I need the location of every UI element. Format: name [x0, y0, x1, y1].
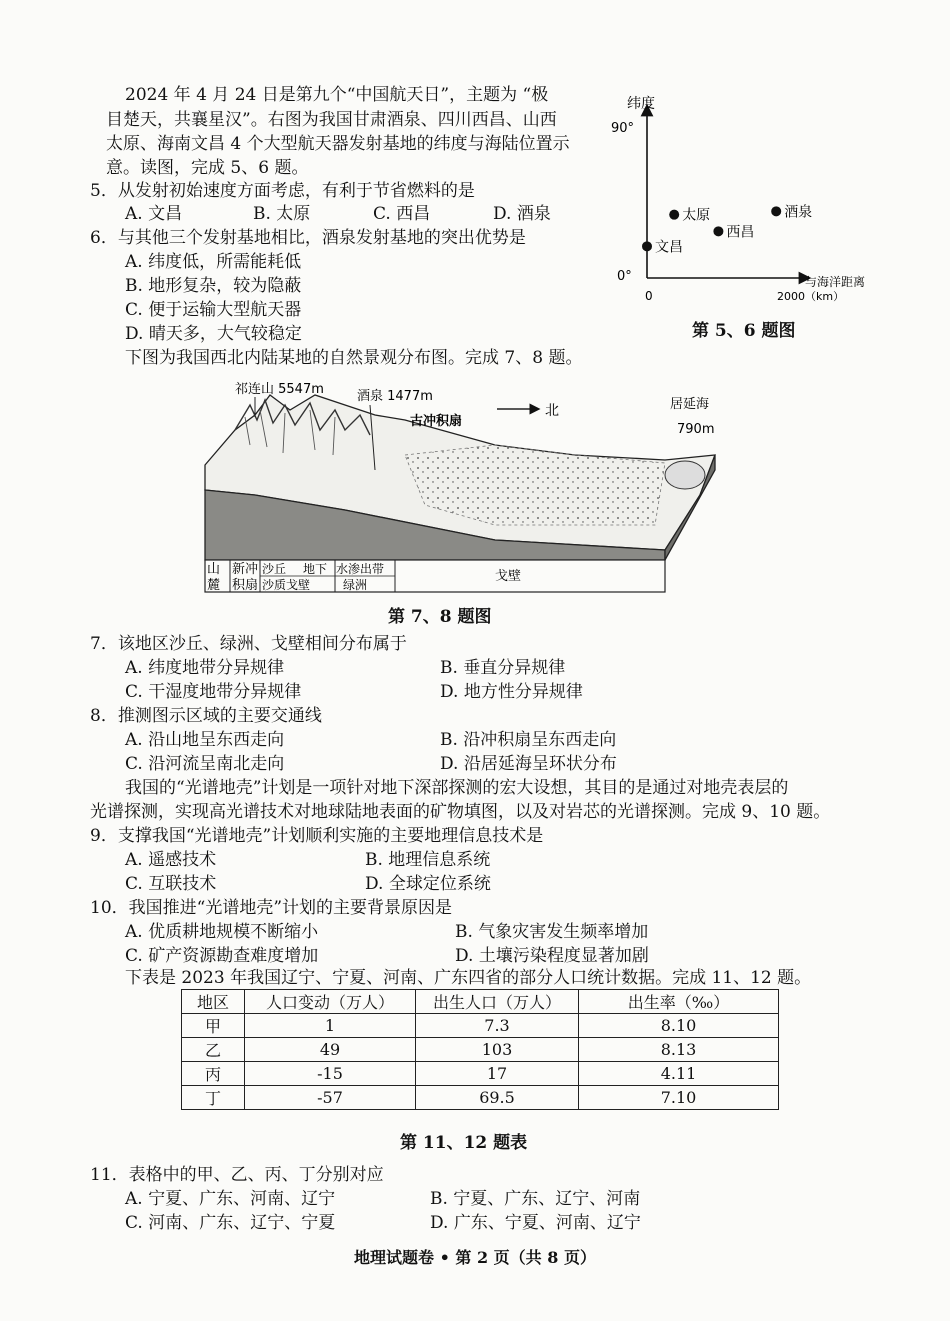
- zone-dune: 沙丘: [262, 562, 287, 576]
- q9-option-a: A. 遥感技术: [125, 850, 217, 870]
- intro-56-line3: 太原、海南文昌 4 个大型航天器发射基地的纬度与海陆位置示: [106, 134, 570, 154]
- cell-birth-rate: 8.13: [579, 1038, 779, 1062]
- zone-seepage: 水渗出带: [336, 562, 385, 576]
- x-axis-origin-tick: 0: [645, 289, 653, 303]
- intro-1112: 下表是 2023 年我国辽宁、宁夏、河南、广东四省的部分人口统计数据。完成 11、12 题。: [125, 968, 812, 988]
- q10-option-c: C. 矿产资源勘查难度增加: [125, 946, 319, 966]
- q9-option-b: B. 地理信息系统: [365, 850, 491, 870]
- intro-910-line1: 我国的“光谱地壳”计划是一项针对地下深部探测的宏大设想，其目的是通过对地壳表层的: [125, 778, 789, 798]
- base-point-label: 酒泉: [784, 204, 813, 221]
- q8-option-d: D. 沿居延海呈环状分布: [440, 754, 617, 774]
- cell-births: 7.3: [416, 1014, 579, 1038]
- cell-pop-change: 1: [245, 1014, 416, 1038]
- q7-option-d: D. 地方性分异规律: [440, 682, 583, 702]
- q8-option-b: B. 沿冲积扇呈东西走向: [440, 730, 617, 750]
- x-axis-label: 与海洋距离: [805, 275, 866, 289]
- base-point-marker: [642, 241, 652, 251]
- header-pop-change: 人口变动（万人）: [245, 990, 416, 1014]
- label-juyan: 居延海: [670, 397, 710, 412]
- q10-option-a: A. 优质耕地规模不断缩小: [125, 922, 319, 942]
- zone-gobi: 戈壁: [495, 569, 522, 584]
- figure-56-latitude-chart: [605, 88, 890, 348]
- q5-option-d: D. 酒泉: [493, 204, 551, 224]
- cell-birth-rate: 7.10: [579, 1086, 779, 1110]
- q9-option-d: D. 全球定位系统: [365, 874, 491, 894]
- label-north: 北: [545, 403, 559, 419]
- figure-78-landscape-diagram: [195, 375, 725, 595]
- cell-births: 69.5: [416, 1086, 579, 1110]
- intro-56-line1: 2024 年 4 月 24 日是第九个“中国航天日”，主题为 “极: [125, 85, 549, 105]
- cell-region: 丁: [182, 1086, 245, 1110]
- cell-pop-change: -15: [245, 1062, 416, 1086]
- table-caption: 第 11、12 题表: [400, 1133, 528, 1153]
- cell-births: 17: [416, 1062, 579, 1086]
- cell-region: 丙: [182, 1062, 245, 1086]
- q6-option-c: C. 便于运输大型航天器: [125, 300, 302, 320]
- y-axis-label: 纬度: [627, 96, 655, 112]
- cell-pop-change: 49: [245, 1038, 416, 1062]
- table-row: [182, 1086, 779, 1110]
- figure-78-caption: 第 7、8 题图: [388, 607, 492, 627]
- cell-birth-rate: 8.10: [579, 1014, 779, 1038]
- table-row: [182, 1062, 779, 1086]
- q6-option-a: A. 纬度低，所需能耗低: [125, 252, 302, 272]
- q5-option-b: B. 太原: [253, 204, 311, 224]
- label-juyan-alt: 790m: [677, 422, 715, 437]
- zone-shanlu-1: 山: [207, 562, 221, 577]
- q11-stem: 11．表格中的甲、乙、丙、丁分别对应: [90, 1165, 384, 1185]
- juyan-lake: [665, 461, 705, 489]
- cell-birth-rate: 4.11: [579, 1062, 779, 1086]
- y-axis-origin-tick: 0°: [617, 269, 632, 284]
- header-births: 出生人口（万人）: [416, 990, 579, 1014]
- q8-option-a: A. 沿山地呈东西走向: [125, 730, 285, 750]
- cell-region: 乙: [182, 1038, 245, 1062]
- intro-78: 下图为我国西北内陆某地的自然景观分布图。完成 7、8 题。: [125, 348, 583, 368]
- q7-option-b: B. 垂直分异规律: [440, 658, 566, 678]
- zone-shanlu-2: 麓: [207, 578, 221, 593]
- zone-sandy-gobi: 沙质戈壁: [262, 578, 311, 592]
- zone-newfan-1: 新冲: [232, 562, 259, 577]
- cell-pop-change: -57: [245, 1086, 416, 1110]
- y-axis-top-tick: 90°: [611, 121, 635, 136]
- label-ancient-fan: 古冲积扇: [410, 414, 463, 429]
- base-point-marker: [713, 226, 723, 236]
- base-point-label: 文昌: [655, 239, 683, 256]
- q5-option-a: A. 文昌: [125, 204, 183, 224]
- figure-56-caption: 第 5、6 题图: [692, 321, 796, 341]
- q9-option-c: C. 互联技术: [125, 874, 217, 894]
- label-jiuquan: 酒泉 1477m: [357, 389, 433, 404]
- population-table: [181, 989, 779, 1110]
- label-qilian: 祁连山 5547m: [235, 382, 324, 397]
- q6-stem: 6．与其他三个发射基地相比，酒泉发射基地的突出优势是: [90, 228, 526, 248]
- q7-option-a: A. 纬度地带分异规律: [125, 658, 285, 678]
- q7-stem: 7．该地区沙丘、绿洲、戈壁相间分布属于: [90, 634, 407, 654]
- q11-option-d: D. 广东、宁夏、河南、辽宁: [430, 1213, 641, 1233]
- zone-underground: 地下: [303, 562, 328, 576]
- zone-newfan-2: 积扇: [232, 578, 259, 593]
- q10-option-d: D. 土壤污染程度显著加剧: [455, 946, 649, 966]
- page-footer: 地理试题卷 • 第 2 页（共 8 页）: [354, 1248, 596, 1267]
- intro-56-line4: 意。读图，完成 5、6 题。: [106, 158, 309, 178]
- q9-stem: 9．支撑我国“光谱地壳”计划顺利实施的主要地理信息技术是: [90, 826, 544, 846]
- q11-option-b: B. 宁夏、广东、辽宁、河南: [430, 1189, 641, 1209]
- intro-910-line2: 光谱探测，实现高光谱技术对地球陆地表面的矿物填图，以及对岩芯的光谱探测。完成 9、10 题。: [90, 802, 831, 822]
- q5-stem: 5．从发射初始速度方面考虑，有利于节省燃料的是: [90, 181, 475, 201]
- base-points: [642, 204, 812, 255]
- header-region: 地区: [182, 990, 245, 1014]
- zone-oasis: 绿洲: [343, 578, 368, 592]
- q10-option-b: B. 气象灾害发生频率增加: [455, 922, 649, 942]
- q6-option-b: B. 地形复杂，较为隐蔽: [125, 276, 302, 296]
- base-point-marker: [669, 210, 679, 220]
- x-axis-tick-2000: 2000（km）: [777, 290, 845, 303]
- q7-option-c: C. 干湿度地带分异规律: [125, 682, 302, 702]
- table-row: [182, 1038, 779, 1062]
- q8-option-c: C. 沿河流呈南北走向: [125, 754, 285, 774]
- cell-region: 甲: [182, 1014, 245, 1038]
- q8-stem: 8．推测图示区域的主要交通线: [90, 706, 322, 726]
- base-point-label: 西昌: [726, 224, 755, 241]
- table-row: [182, 1014, 779, 1038]
- q11-option-a: A. 宁夏、广东、河南、辽宁: [125, 1189, 336, 1209]
- base-point-marker: [771, 206, 781, 216]
- q5-option-c: C. 西昌: [373, 204, 431, 224]
- q6-option-d: D. 晴天多，大气较稳定: [125, 324, 302, 344]
- header-birth-rate: 出生率（‰）: [579, 990, 779, 1014]
- intro-56-line2: 目楚天，共襄星汉”。右图为我国甘肃酒泉、四川西昌、山西: [106, 110, 557, 130]
- cell-births: 103: [416, 1038, 579, 1062]
- q11-option-c: C. 河南、广东、辽宁、宁夏: [125, 1213, 336, 1233]
- table-header-row: [182, 990, 779, 1014]
- base-point-label: 太原: [682, 207, 711, 224]
- q10-stem: 10．我国推进“光谱地壳”计划的主要背景原因是: [90, 898, 453, 918]
